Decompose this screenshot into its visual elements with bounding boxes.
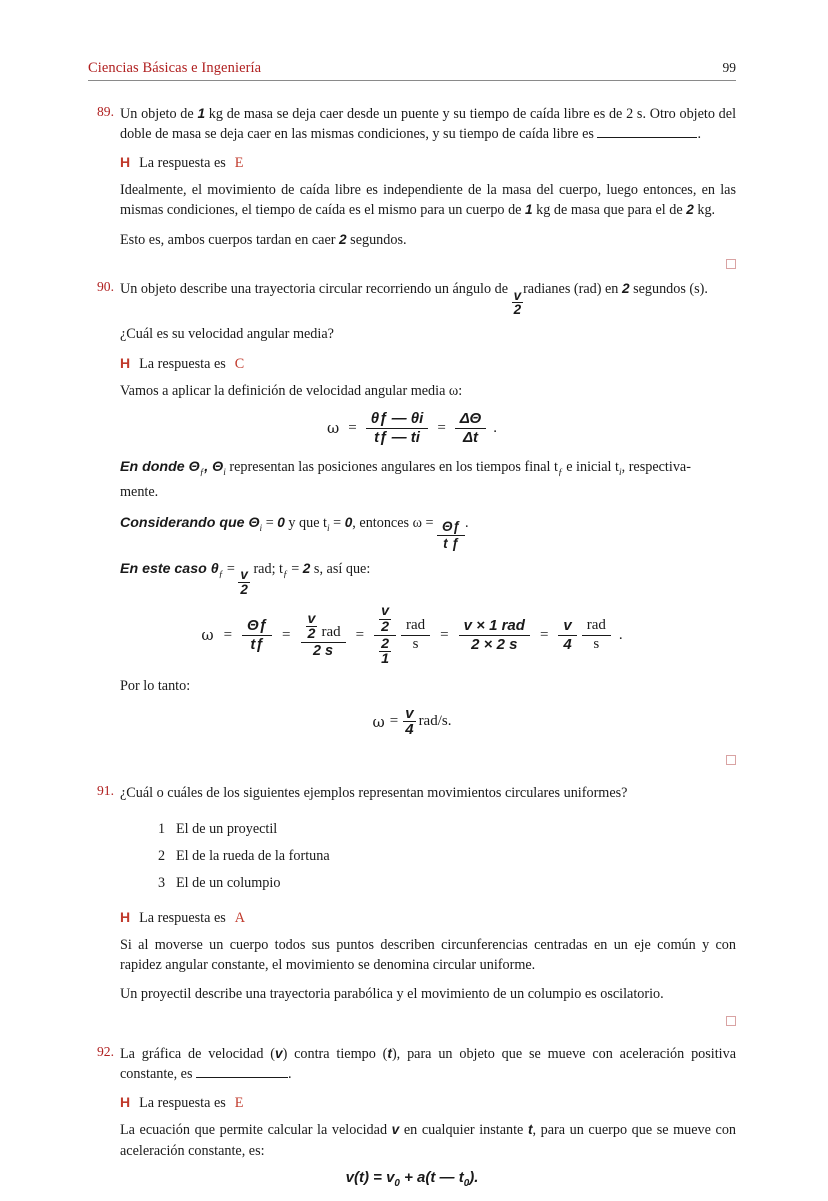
para-value-1: 1 [525, 202, 533, 218]
list-item [158, 870, 736, 897]
page-number: 99 [722, 60, 736, 75]
equals-sign: = [291, 560, 300, 577]
hand-icon: H [120, 154, 131, 171]
explanation-92 [120, 1120, 736, 1160]
fraction-v2-over-21 [374, 604, 396, 666]
option-label: El de la rueda de la fortuna [176, 847, 330, 864]
unit-rad-per-s: rad/s. [418, 713, 452, 730]
fraction-numerator: rad [401, 618, 430, 636]
para-text-c: rad; t [253, 560, 283, 577]
unit-rad: rad [321, 624, 341, 641]
fraction-theta-f-over-t-f [437, 520, 465, 551]
fraction-denominator: 4 [405, 721, 414, 739]
period: . [618, 626, 623, 643]
subscript: ƒ [283, 569, 288, 580]
para-text-b: kg de masa que para el de [536, 202, 683, 219]
equals-sign: = [282, 626, 291, 643]
nested-fraction-v-over-2 [306, 612, 318, 642]
fraction-denominator: 2 [240, 581, 248, 597]
stem-text-c: segundos (s). [633, 280, 708, 297]
exercise-stem: ¿Cuál o cuáles de los siguientes ejemplos representan movimientos circulares uniformes? [120, 785, 628, 802]
para-text-e: s, así que: [313, 560, 371, 577]
subscript: ƒ [199, 468, 205, 479]
option-label: El de un proyectil [176, 820, 278, 837]
explanation-90-considering [120, 513, 736, 552]
equals-sign: = [539, 626, 549, 643]
explanation-89 [120, 180, 736, 249]
omega-symbol: ω [372, 712, 385, 731]
fraction-numerator: v [381, 603, 390, 620]
equation-angular-velocity-definition [88, 411, 736, 446]
list-item [158, 843, 736, 870]
end-of-solution-marker [88, 1014, 736, 1030]
fraction-denominator: tƒ — ti [374, 428, 420, 446]
answer-letter: E [234, 155, 244, 172]
stem-text-b: ) contra tiempo ( [282, 1046, 388, 1063]
omega-symbol: ω [327, 419, 340, 438]
fraction-denominator: tƒ [250, 635, 264, 653]
subscript: i [223, 468, 226, 479]
fraction-denominator: 2 s [313, 643, 334, 660]
fraction-rad-over-s [582, 618, 611, 653]
para-text-a: Idealmente, el movimiento de caída libre es independiente de la masa del cuerpo, luego entonces, en las mismas condiciones, el tiempo de caída es el mismo para un cuerpo de [120, 182, 736, 219]
fraction-denominator: 2 [513, 302, 522, 317]
fraction-numerator: v × 1 rad [459, 618, 530, 636]
fraction-denominator: 2 [381, 618, 390, 635]
subscript: ƒ [557, 468, 563, 479]
stem-text-c: ), para un objeto que se mueve con aceleración positiva constante, es [120, 1046, 736, 1083]
fraction-numerator: 2 [381, 635, 390, 652]
exercise-stem [120, 1044, 736, 1084]
subscript: ƒ [218, 569, 224, 580]
paragraph [120, 559, 736, 597]
stem-text-a: La gráfica de velocidad ( [120, 1046, 275, 1063]
explanation-91 [120, 935, 736, 1004]
option-number: 3 [158, 874, 166, 891]
subscript-zero: 0 [394, 1177, 400, 1189]
para-text-c: , para un cuerpo que se mueve con aceleración constante, es: [120, 1122, 737, 1159]
value-zero: 0 [277, 514, 285, 530]
fraction-delta-theta-over-delta-t [455, 411, 486, 446]
fraction-denominator: t ƒ [443, 536, 459, 552]
running-head-title: Ciencias Básicas e Ingeniería [88, 60, 262, 76]
equals-sign: = [348, 419, 357, 436]
explanation-90-continued [120, 457, 736, 502]
option-number: 1 [158, 820, 166, 837]
equation-row [345, 1168, 479, 1189]
para-text-d: e inicial t [566, 459, 619, 476]
fraction-denominator: 1 [381, 651, 390, 668]
square-icon [726, 755, 736, 765]
fraction-numerator [301, 612, 346, 644]
fraction-v-over-2-rad-over-2s [301, 612, 346, 660]
nested-fraction-2-over-1 [379, 637, 391, 667]
explanation-90-therefore [120, 676, 736, 696]
fraction-numerator: v [307, 610, 316, 627]
omega-symbol: ω [201, 626, 214, 645]
answer-line-89 [120, 154, 736, 172]
para-text-e: , entonces ω = [352, 514, 434, 531]
paragraph [120, 230, 736, 250]
value-zero: 0 [344, 514, 353, 530]
closing-paren: ). [469, 1168, 479, 1186]
fraction-numerator: ΔΘ [455, 411, 486, 429]
symbol-t: t [387, 1046, 392, 1062]
exercise-number: 90. [97, 278, 114, 294]
term-nested-fraction-group [374, 604, 430, 666]
option-list [158, 816, 736, 897]
running-head [88, 60, 736, 81]
equals-sign: = [389, 713, 399, 730]
nested-fraction-v-over-2 [379, 604, 391, 634]
stem-text-b: radianes (rad) en [523, 280, 619, 297]
fraction-numerator: v [405, 705, 414, 723]
equals-sign: = [333, 514, 342, 531]
equation-velocity-time [88, 1169, 736, 1189]
subscript: i [619, 468, 622, 479]
stem-text-a: Un objeto describe una trayectoria circular recorriendo un ángulo de [120, 280, 509, 297]
exercise-number: 91. [97, 783, 114, 799]
inline-fraction-v-over-2 [512, 289, 524, 317]
answer-blank [597, 125, 697, 138]
end-of-solution-marker [88, 753, 736, 769]
fraction-theta-f-over-t-f [242, 618, 272, 653]
fraction-numerator: Θƒ [242, 618, 272, 636]
fraction-denominator [374, 636, 396, 667]
paragraph: Un proyectil describe una trayectoria parabólica y el movimiento de un columpio es oscilatorio. [120, 985, 664, 1002]
stem-value: 2 [621, 280, 630, 296]
para-text-a: En este caso θ [120, 560, 219, 577]
stem-text-a: Un objeto de [120, 106, 194, 122]
fraction-numerator: v [240, 567, 248, 583]
equation-final-omega [88, 706, 736, 737]
para-text-a: Esto es, ambos cuerpos tardan en caer [120, 231, 336, 248]
list-item [158, 816, 736, 843]
exercise-question [120, 324, 736, 344]
equation-row [373, 706, 452, 737]
exercise-92 [88, 1044, 736, 1189]
paragraph: ¿Cuál es su velocidad angular media? [120, 326, 334, 343]
paragraph [120, 513, 736, 552]
answer-prefix: La respuesta es [139, 909, 226, 926]
para-text-a: Considerando que Θ [120, 514, 260, 531]
answer-line-91 [120, 909, 736, 927]
stem-text-c: . [697, 126, 702, 143]
fraction-numerator [374, 604, 396, 636]
fraction-denominator: 4 [563, 635, 572, 653]
fraction-denominator: s [412, 635, 419, 652]
para-text-c: representan las posiciones angulares en los tiempos final t [229, 459, 558, 476]
para-text-e: , respectiva- [621, 459, 691, 476]
answer-prefix: La respuesta es [139, 155, 226, 172]
acceleration-term: a(t [417, 1168, 436, 1186]
hand-icon: H [120, 1094, 131, 1111]
end-of-solution-marker [88, 257, 736, 273]
square-icon [726, 259, 736, 269]
symbol-t: t [527, 1122, 533, 1138]
paragraph: Por lo tanto: [120, 678, 191, 695]
equals-sign: = [226, 560, 235, 577]
answer-letter: C [234, 355, 245, 372]
paragraph: mente. [120, 484, 159, 501]
paragraph [120, 457, 736, 480]
exercise-90 [88, 279, 736, 770]
fraction-delta-theta-over-delta-t-expanded [366, 411, 429, 446]
fraction-denominator: s [593, 635, 600, 652]
fraction-numerator: rad [582, 618, 611, 636]
equals-sign: = [437, 419, 446, 436]
equals-sign: = [265, 514, 274, 531]
answer-prefix: La respuesta es [139, 1095, 226, 1112]
fraction-numerator: v [513, 287, 522, 303]
initial-time: t [458, 1168, 464, 1186]
explanation-90 [120, 381, 736, 401]
fraction-v-over-4 [403, 706, 415, 737]
subscript: i [327, 523, 330, 534]
plus-sign: + [404, 1168, 413, 1186]
stem-value-1: 1 [197, 106, 206, 121]
fraction-numerator: θƒ — θi [366, 411, 429, 429]
para-text-b: en cualquier instante [403, 1122, 524, 1139]
answer-line-90 [120, 355, 736, 373]
para-text-c: kg. [697, 202, 716, 219]
paragraph [120, 1120, 736, 1160]
para-value: 2 [339, 231, 347, 247]
option-label: El de un columpio [176, 874, 281, 891]
equation-row [327, 411, 497, 446]
para-text-b: segundos. [350, 231, 407, 248]
fraction-denominator: 2 × 2 s [471, 635, 518, 653]
subscript-zero: 0 [463, 1177, 470, 1189]
square-icon [726, 1016, 736, 1026]
term-result-group [558, 618, 611, 653]
para-text-a: En donde Θ [120, 459, 200, 476]
minus-sign: — [439, 1168, 455, 1186]
period: . [493, 419, 497, 436]
exercise-89 [88, 104, 736, 273]
fraction-numerator: v [558, 618, 576, 636]
subscript: i [259, 523, 263, 534]
fraction-v-times-1-rad-over-2x2-s [459, 618, 530, 653]
exercise-number: 89. [97, 104, 114, 119]
stem-text-d: . [288, 1066, 292, 1083]
equals-sign: = [440, 626, 449, 643]
stem-text-b: kg de masa se deja caer desde un puente y su tiempo de caída libre es de 2 s. Otro objeto del doble de masa se deja caer en las mismas condiciones, y su tiempo de caída libre es [120, 106, 737, 143]
equals-sign: = [223, 626, 233, 643]
para-text-a: La ecuación que permite calcular la velocidad [120, 1122, 388, 1139]
para-value-2: 2 [686, 202, 694, 218]
fraction-denominator: Δt [462, 428, 479, 446]
inline-fraction-v-over-2 [238, 568, 250, 596]
answer-letter: A [234, 909, 246, 926]
exercise-91 [88, 783, 736, 1030]
fraction-numerator: Θƒ [437, 520, 465, 536]
paragraph [120, 180, 736, 220]
value: 2 [302, 560, 311, 576]
hand-icon: H [120, 354, 131, 371]
explanation-90-case [120, 559, 736, 597]
initial-velocity: v [386, 1168, 395, 1186]
exercise-number: 92. [97, 1044, 114, 1060]
exercise-stem [120, 104, 736, 144]
body-column [88, 104, 736, 1201]
equals-sign: = [373, 1168, 382, 1186]
paragraph: Si al moverse un cuerpo todos sus puntos describen circunferencias centradas en un eje común y con rapidez angular constante, el movimiento se denomina circular uniforme. [120, 936, 736, 973]
hand-icon: H [120, 908, 131, 925]
symbol-v: v [274, 1046, 283, 1062]
equation-omega-chain [88, 604, 736, 666]
period: . [465, 514, 469, 531]
answer-blank [196, 1065, 288, 1078]
lhs-v-of-t: v(t) [345, 1168, 369, 1186]
fraction-rad-over-s [401, 618, 430, 653]
paragraph: Vamos a aplicar la definición de velocidad angular media ω: [120, 382, 463, 399]
equals-sign: = [355, 626, 365, 643]
answer-letter: E [234, 1095, 244, 1112]
fraction-v-over-4 [558, 618, 576, 653]
option-number: 2 [158, 847, 166, 864]
symbol-v: v [391, 1122, 400, 1138]
answer-prefix: La respuesta es [139, 355, 226, 372]
fraction-denominator: 2 [307, 625, 316, 642]
answer-line-92 [120, 1094, 736, 1112]
para-text-b: , Θ [204, 459, 224, 476]
exercise-stem [120, 279, 736, 317]
para-text-c: y que t [288, 514, 327, 531]
